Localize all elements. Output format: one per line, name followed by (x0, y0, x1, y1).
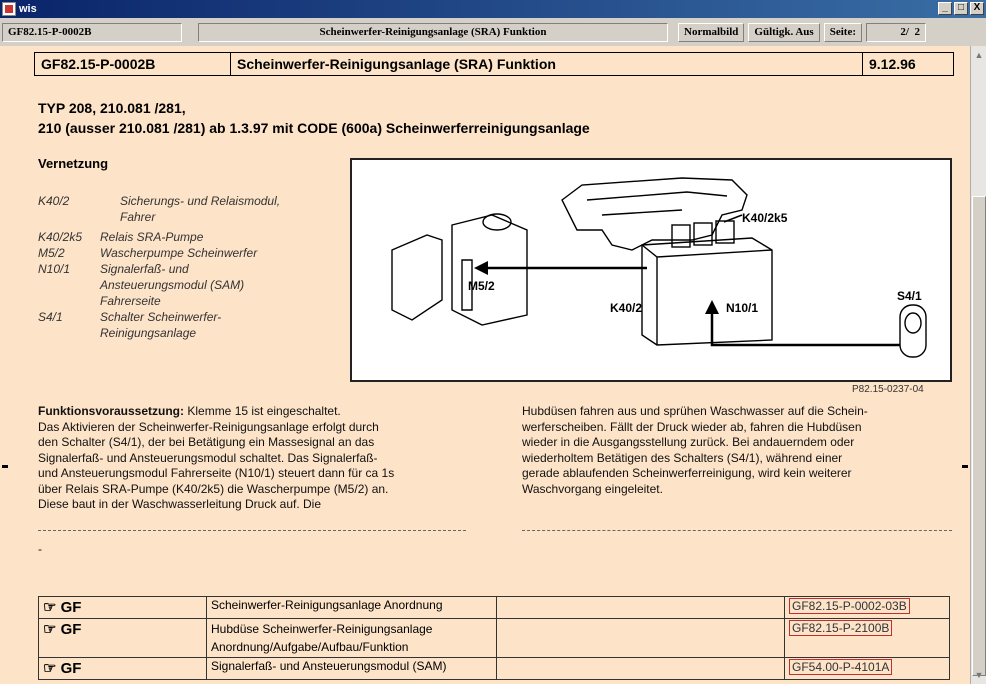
arrow-from-switch (712, 310, 900, 345)
condition-text: Klemme 15 ist eingeschaltet. (184, 404, 341, 418)
body-line: den Schalter (S4/1), der bei Betätigung ein Massesignal an das (38, 435, 375, 449)
ref-link-cell[interactable] (785, 658, 950, 680)
component-item (38, 229, 338, 245)
close-button[interactable]: X (970, 2, 984, 15)
component-code: K40/2k5 (38, 230, 83, 244)
ref-link[interactable]: GF54.00-P-4101A (789, 659, 892, 675)
pump-housing (452, 215, 527, 325)
component-item (38, 245, 338, 261)
body-line: Das Aktivieren der Scheinwerfer-Reinigungsanlage erfolgt durch (38, 419, 379, 434)
component-item (38, 309, 338, 341)
gueltigkeit-button[interactable]: Gültigk. Aus (748, 23, 819, 42)
label-k40-2: K40/2 (610, 301, 643, 315)
component-list (38, 193, 338, 341)
page-indicator: 2/ 2 (866, 23, 926, 42)
component-item (38, 261, 338, 309)
normalbild-button[interactable]: Normalbild (678, 23, 744, 42)
figure-caption: P82.15-0237-04 (852, 384, 924, 395)
typ-block (38, 98, 590, 138)
body-line: über Relais SRA-Pumpe (K40/2k5) die Wascherpumpe (M5/2) an. (38, 481, 389, 496)
label-k40-2k5: K40/2k5 (742, 211, 788, 225)
ref-link[interactable]: GF82.15-P-2100B (789, 620, 892, 636)
component-item (38, 193, 338, 225)
component-desc: Relais SRA-Pumpe (100, 230, 204, 244)
margin-marker-right (962, 465, 968, 468)
arrowhead-pump (474, 261, 488, 275)
function-left-column (38, 404, 478, 513)
scroll-down-icon[interactable]: ▼ (974, 670, 984, 680)
table-row (39, 597, 950, 619)
switch-button (905, 313, 921, 333)
scroll-up-icon[interactable]: ▲ (974, 50, 984, 60)
body-line: und Ansteuerungsmodul Fahrerseite (N10/1) steuert dann für ca 1s (38, 466, 395, 480)
ref-desc: Hubdüse Scheinwerfer-Reinigungsanlage Anordnung/Aufgabe/Aufbau/Funktion (207, 619, 497, 658)
function-right-column (522, 404, 952, 497)
body-line: Diese baut in der Waschwasserleitung Druck auf. Die (38, 497, 322, 511)
table-row (39, 658, 950, 680)
body-line: Signalerfaß- und Ansteuerungsmodul schaltet. Das Signalerfaß- (38, 450, 378, 465)
window-title: wis (19, 3, 37, 15)
body-line: Waschvorgang eingeleitet. (522, 481, 663, 496)
diagram-drawing (352, 160, 950, 380)
pointing-hand-icon: ☞ (43, 599, 61, 616)
scroll-thumb[interactable] (972, 196, 986, 676)
body-line: Hubdüsen fahren aus und sprühen Waschwasser auf die Schein- (522, 404, 868, 418)
label-m5-2: M5/2 (468, 279, 495, 293)
margin-marker-left (2, 465, 8, 468)
doc-title-field: Scheinwerfer-Reinigungsanlage (SRA) Funktion (198, 23, 668, 42)
pointing-hand-icon: ☞ (43, 621, 61, 638)
ref-link[interactable]: GF82.15-P-0002-03B (789, 598, 910, 614)
pointing-hand-icon: ☞ (43, 660, 61, 677)
holder-ribs (587, 192, 727, 215)
doc-header (34, 52, 954, 76)
typ-line-2: 210 (ausser 210.081 /281) ab 1.3.97 mit CODE (600a) Scheinwerferreinigungsanlage (38, 120, 590, 136)
module-edges (642, 245, 772, 345)
header-title: Scheinwerfer-Reinigungsanlage (SRA) Funktion (231, 53, 863, 75)
typ-line-1: TYP 208, 210.081 /281, (38, 100, 186, 116)
component-desc: Signalerfaß- und Ansteuerungsmodul (SAM) Fahrerseite (100, 262, 245, 308)
reservoir (392, 235, 442, 320)
table-row (39, 619, 950, 658)
vertical-scrollbar[interactable] (970, 46, 986, 684)
ref-tag: GF (60, 599, 82, 616)
component-desc: Wascherpumpe Scheinwerfer (100, 246, 258, 260)
wiring-diagram (350, 158, 952, 382)
ref-link-cell[interactable] (785, 597, 950, 619)
minimize-button[interactable]: _ (938, 2, 952, 15)
condition-label: Funktionsvoraussetzung: (38, 404, 185, 418)
component-desc: Sicherungs- und Relaismodul, Fahrer (120, 194, 281, 224)
ref-empty-cell (497, 658, 785, 680)
component-code: S4/1 (38, 310, 63, 324)
ref-empty-cell (497, 597, 785, 619)
ref-desc: Signalerfaß- und Ansteuerungsmodul (SAM) (207, 658, 497, 680)
page-label: Seite: (824, 23, 862, 42)
ref-empty-cell (497, 619, 785, 658)
label-s4-1: S4/1 (897, 289, 922, 303)
body-line: wieder in die Ausgangsstellung zurück. Bei andauerndem oder (522, 435, 855, 449)
ref-tag: GF (60, 621, 82, 638)
relay-1 (672, 225, 690, 247)
ref-tag: GF (60, 660, 82, 677)
ref-desc: Scheinwerfer-Reinigungsanlage Anordnung (207, 597, 497, 619)
component-code: K40/2 (38, 194, 70, 208)
divider-left (38, 530, 466, 531)
ref-tag-cell (39, 597, 207, 619)
reference-table (38, 596, 950, 680)
ref-link-cell[interactable] (785, 619, 950, 658)
arrowhead-module (705, 300, 719, 314)
toolbar (0, 20, 986, 44)
holder-frame (562, 178, 747, 250)
label-n10-1: N10/1 (726, 301, 759, 315)
body-line: wiederholtem Betätigen des Schalters (S4/1), während einer (522, 450, 843, 465)
maximize-button[interactable]: □ (954, 2, 968, 15)
body-line: werferscheiben. Fällt der Druck wieder ab, fahren die Hubdüsen (522, 419, 862, 434)
component-code: N10/1 (38, 262, 71, 276)
dash-marker: - (38, 542, 42, 556)
divider-right (522, 530, 952, 531)
component-desc: Schalter Scheinwerfer-Reinigungsanlage (100, 310, 222, 340)
component-code: M5/2 (38, 246, 65, 260)
app-icon (2, 2, 16, 16)
body-line: gerade ablaufenden Scheinwerferreinigung, wird kein weiterer (522, 466, 852, 480)
header-date: 9.12.96 (869, 56, 916, 72)
vernetzung-title: Vernetzung (38, 156, 109, 171)
doc-id-field: GF82.15-P-0002B (2, 23, 182, 42)
ref-tag-cell (39, 658, 207, 680)
ref-tag-cell (39, 619, 207, 658)
header-id: GF82.15-P-0002B (35, 53, 231, 75)
title-bar (0, 0, 986, 18)
document-content (0, 46, 970, 684)
